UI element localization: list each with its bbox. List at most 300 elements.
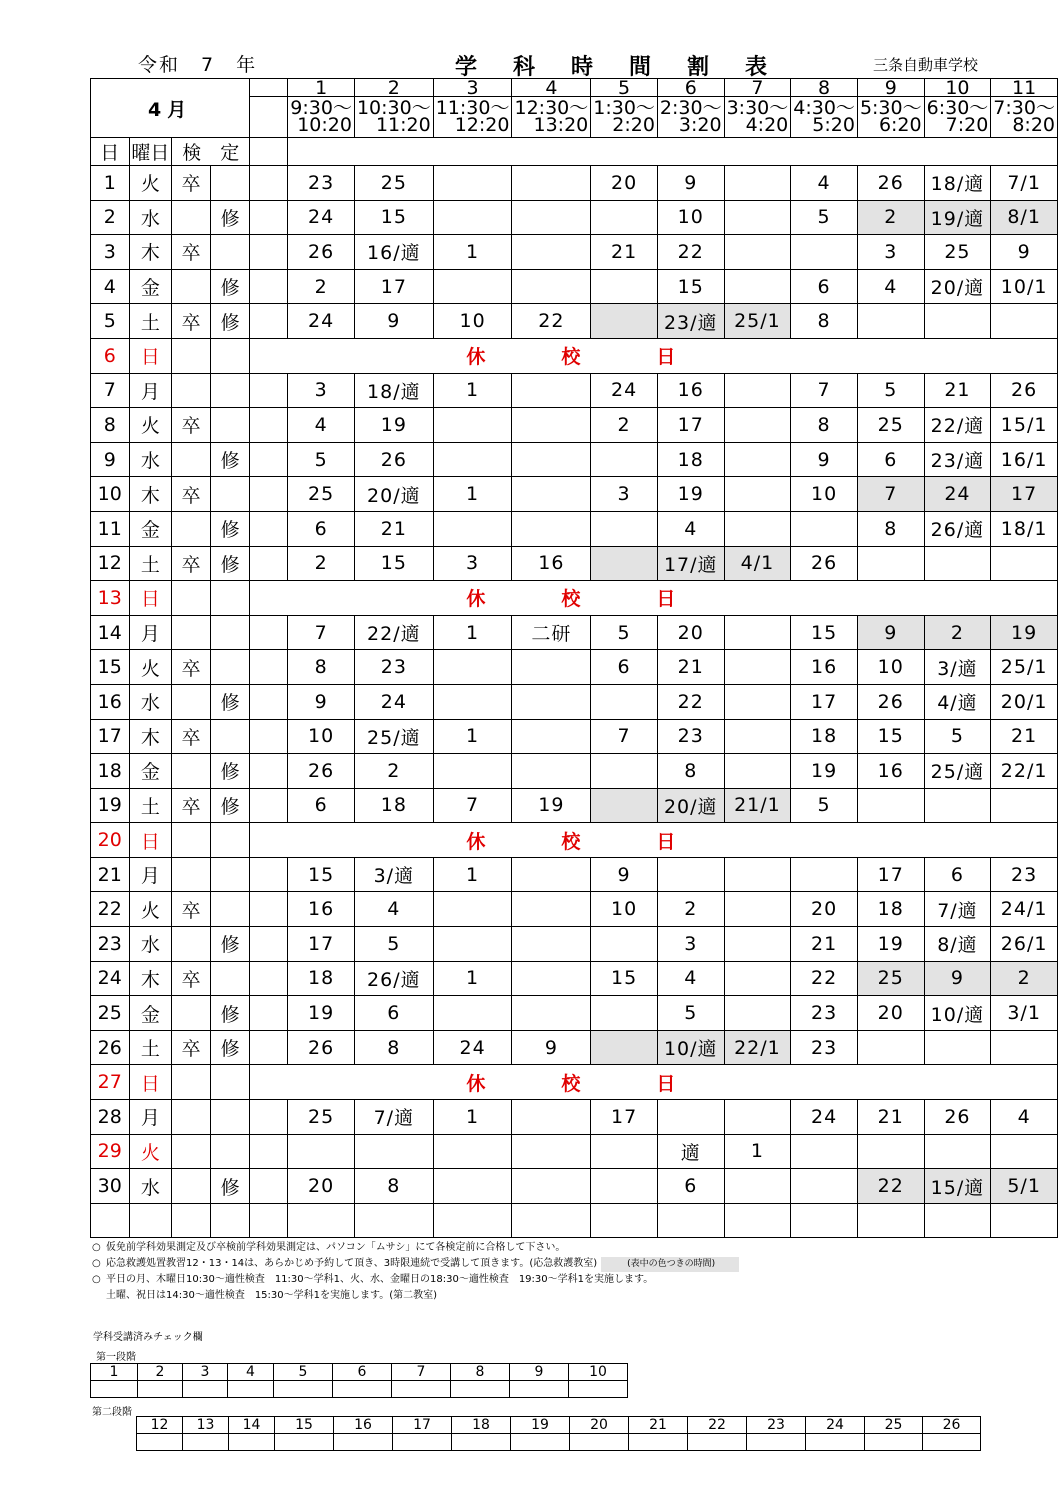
class-cell: 26: [288, 754, 355, 789]
class-cell: [791, 1134, 858, 1169]
shu-cell: [210, 408, 249, 443]
check-box[interactable]: [333, 1381, 392, 1398]
day-number: 25: [91, 996, 130, 1031]
class-cell: 24: [288, 304, 355, 339]
class-cell: 7: [791, 373, 858, 408]
class-cell: 3: [288, 373, 355, 408]
check-box[interactable]: [183, 1434, 229, 1451]
class-cell: 5/1: [991, 1169, 1058, 1204]
class-cell: [512, 166, 591, 201]
shu-cell: 修: [210, 442, 249, 477]
class-cell: 26: [857, 166, 924, 201]
class-cell: [288, 1134, 355, 1169]
weekday: 木: [129, 719, 172, 754]
weekday: [129, 1203, 172, 1238]
check-number: 3: [183, 1364, 228, 1381]
class-cell: 16: [288, 892, 355, 927]
holiday-char: 校: [561, 346, 581, 369]
class-cell: [991, 1134, 1058, 1169]
table-row: [91, 857, 1058, 892]
class-cell: 24: [924, 477, 991, 512]
check-box[interactable]: [183, 1381, 228, 1398]
class-cell: 20/1: [991, 684, 1058, 719]
sotsu-cell: 卒: [172, 788, 211, 823]
blank-cell: [250, 788, 288, 823]
weekday: 木: [129, 477, 172, 512]
class-cell: [354, 1134, 433, 1169]
class-cell: [512, 1134, 591, 1169]
check-number: 19: [511, 1417, 570, 1434]
class-cell: 1: [433, 1100, 512, 1135]
class-cell: 16/1: [991, 442, 1058, 477]
blank-cell: [250, 615, 288, 650]
period-start: 5:30～: [859, 97, 922, 119]
class-cell: 19: [512, 788, 591, 823]
class-cell: 20: [857, 996, 924, 1031]
day-number: 20: [91, 823, 130, 858]
check-box[interactable]: [747, 1434, 806, 1451]
blank-cell: [250, 269, 288, 304]
class-cell: 2: [857, 200, 924, 235]
class-cell: 3/適: [924, 650, 991, 685]
sotsu-cell: 卒: [172, 546, 211, 581]
period-end: 11:20: [375, 114, 431, 136]
sotsu-cell: 卒: [172, 235, 211, 270]
weekday: 土: [129, 304, 172, 339]
check-box[interactable]: [91, 1381, 138, 1398]
class-cell: [591, 269, 658, 304]
period-number: 2: [354, 79, 433, 97]
check-number: 13: [183, 1417, 229, 1434]
table-row: [91, 304, 1058, 339]
class-cell: 9: [857, 615, 924, 650]
class-cell: [724, 650, 791, 685]
sotsu-cell: [172, 1169, 211, 1204]
check-box[interactable]: [452, 1434, 511, 1451]
class-cell: [591, 684, 658, 719]
class-cell: 21/1: [724, 788, 791, 823]
blank-cell: [250, 408, 288, 443]
check-box[interactable]: [511, 1434, 570, 1451]
weekday: 土: [129, 1030, 172, 1065]
table-row: [91, 166, 1058, 201]
period-time: [354, 97, 433, 138]
class-cell: 4/適: [924, 684, 991, 719]
check-box[interactable]: [510, 1381, 569, 1398]
weekday: 水: [129, 200, 172, 235]
class-cell: [724, 1100, 791, 1135]
class-cell: [433, 408, 512, 443]
day-number: 9: [91, 442, 130, 477]
sotsu-cell: [172, 615, 211, 650]
period-time: [791, 97, 858, 138]
note-1: ○ 仮免前学科効果測定及び卒検前学科効果測定は、パソコン「ムサシ」にて各検定前に合格して下さい。: [92, 1242, 566, 1253]
class-cell: 22: [657, 235, 724, 270]
class-cell: [591, 927, 658, 962]
shu-cell: [210, 892, 249, 927]
class-cell: 5: [288, 442, 355, 477]
class-cell: [991, 788, 1058, 823]
period-end: 8:20: [1012, 114, 1055, 136]
period-end: 3:20: [678, 114, 722, 136]
class-cell: 20: [657, 615, 724, 650]
class-cell: 20/適: [354, 477, 433, 512]
sotsu-cell: [172, 200, 211, 235]
class-cell: 3/適: [354, 857, 433, 892]
class-cell: [512, 373, 591, 408]
class-cell: 26: [791, 546, 858, 581]
shu-cell: [210, 823, 249, 858]
class-cell: 4: [288, 408, 355, 443]
class-cell: 5: [857, 373, 924, 408]
check-number: 22: [688, 1417, 747, 1434]
class-cell: 10: [433, 304, 512, 339]
day-number: 19: [91, 788, 130, 823]
weekday: 金: [129, 269, 172, 304]
shu-cell: [210, 477, 249, 512]
table-row: [91, 442, 1058, 477]
day-number: 5: [91, 304, 130, 339]
class-cell: 25/適: [354, 719, 433, 754]
holiday-banner: [250, 1065, 1058, 1100]
holiday-char: 休: [466, 830, 486, 853]
class-cell: 26: [991, 373, 1058, 408]
class-cell: 18/適: [924, 166, 991, 201]
period-start: 3:30～: [726, 97, 789, 119]
class-cell: 19: [657, 477, 724, 512]
class-cell: 22/適: [354, 615, 433, 650]
class-cell: [724, 754, 791, 789]
table-row: [91, 650, 1058, 685]
class-cell: 1: [433, 373, 512, 408]
blank-cell: [250, 166, 288, 201]
blank-cell: [250, 200, 288, 235]
sotsu-cell: [172, 511, 211, 546]
blank-cell: [250, 1134, 288, 1169]
holiday-char: 校: [561, 588, 581, 611]
class-cell: [724, 269, 791, 304]
check-box[interactable]: [865, 1434, 923, 1451]
class-cell: 7: [591, 719, 658, 754]
class-cell: 1: [433, 961, 512, 996]
table-row: [91, 546, 1058, 581]
day-number: 28: [91, 1100, 130, 1135]
check-box[interactable]: [393, 1434, 452, 1451]
class-cell: 18/適: [354, 373, 433, 408]
class-cell: 24: [591, 373, 658, 408]
title-char: 学: [455, 55, 478, 80]
check-box[interactable]: [275, 1434, 334, 1451]
class-cell: 15: [288, 857, 355, 892]
class-cell: [724, 200, 791, 235]
period-start: 12:30～: [514, 97, 589, 119]
check-box[interactable]: [229, 1434, 275, 1451]
period-end: 13:20: [533, 114, 589, 136]
check-box[interactable]: [806, 1434, 865, 1451]
class-cell: 6: [924, 857, 991, 892]
class-cell: 2: [288, 546, 355, 581]
check-box[interactable]: [137, 1434, 183, 1451]
col-header-kentei: 検 定: [172, 138, 250, 166]
check-number: 18: [452, 1417, 511, 1434]
table-row: [91, 408, 1058, 443]
holiday-char: 校: [561, 1072, 581, 1095]
check-number: 26: [923, 1417, 981, 1434]
class-cell: [433, 511, 512, 546]
class-cell: 1: [433, 857, 512, 892]
class-cell: [512, 408, 591, 443]
class-cell: 3: [657, 927, 724, 962]
class-cell: [791, 1169, 858, 1204]
weekday: 土: [129, 546, 172, 581]
class-cell: 7: [857, 477, 924, 512]
class-cell: 7/適: [924, 892, 991, 927]
class-cell: [512, 650, 591, 685]
class-cell: [724, 166, 791, 201]
class-cell: 18: [657, 442, 724, 477]
sotsu-cell: 卒: [172, 304, 211, 339]
shu-cell: 修: [210, 754, 249, 789]
check-number: 6: [333, 1364, 392, 1381]
check-number: 25: [865, 1417, 923, 1434]
weekday: 水: [129, 684, 172, 719]
blank-cell: [250, 304, 288, 339]
class-cell: 22: [657, 684, 724, 719]
class-cell: [512, 961, 591, 996]
shu-cell: [210, 719, 249, 754]
class-cell: [591, 754, 658, 789]
class-cell: [433, 1134, 512, 1169]
note-3: ○ 平日の月、木曜日10:30～適性検査 11:30～学科1、火、水、金曜日の18:30～適性検査 19:30～学科1を実施します。: [92, 1274, 654, 1285]
blank-cell: [250, 442, 288, 477]
class-cell: 16: [657, 373, 724, 408]
class-cell: 4/1: [724, 546, 791, 581]
period-time: [657, 97, 724, 138]
shu-cell: 修: [210, 269, 249, 304]
class-cell: 23: [991, 857, 1058, 892]
class-cell: [512, 442, 591, 477]
check-box[interactable]: [228, 1381, 274, 1398]
class-cell: 17: [591, 1100, 658, 1135]
class-cell: [857, 1134, 924, 1169]
check-number: 2: [138, 1364, 183, 1381]
class-cell: [591, 304, 658, 339]
class-cell: 20/適: [657, 788, 724, 823]
class-cell: [924, 1030, 991, 1065]
class-cell: 17: [791, 684, 858, 719]
blank-cell: [250, 996, 288, 1031]
check-box[interactable]: [923, 1434, 981, 1451]
blank-cell: [250, 546, 288, 581]
check-number: 21: [629, 1417, 688, 1434]
weekday: 日: [129, 338, 172, 373]
sotsu-cell: 卒: [172, 892, 211, 927]
class-cell: 10: [657, 200, 724, 235]
holiday-char: 日: [656, 346, 676, 369]
sotsu-cell: 卒: [172, 650, 211, 685]
blank-cell: [250, 373, 288, 408]
table-row: [91, 615, 1058, 650]
class-cell: [433, 684, 512, 719]
class-cell: 5: [791, 788, 858, 823]
weekday: 水: [129, 442, 172, 477]
class-cell: [288, 1203, 355, 1238]
check-box[interactable]: [274, 1381, 333, 1398]
class-cell: 8/適: [924, 927, 991, 962]
class-cell: [433, 754, 512, 789]
day-number: 6: [91, 338, 130, 373]
class-cell: 24: [791, 1100, 858, 1135]
class-cell: 8: [288, 650, 355, 685]
class-cell: 2: [991, 961, 1058, 996]
period-time: [924, 97, 991, 138]
class-cell: 4: [991, 1100, 1058, 1135]
table-row: [91, 823, 1058, 858]
class-cell: 9: [791, 442, 858, 477]
class-cell: [512, 269, 591, 304]
class-cell: 25: [288, 477, 355, 512]
class-cell: [591, 511, 658, 546]
shu-cell: [210, 857, 249, 892]
class-cell: 24: [433, 1030, 512, 1065]
class-cell: [724, 892, 791, 927]
weekday: 金: [129, 511, 172, 546]
table-row: [91, 581, 1058, 616]
class-cell: [512, 719, 591, 754]
shade-key: (表中の色つきの時間): [601, 1257, 739, 1273]
class-cell: 26/適: [924, 511, 991, 546]
weekday: 日: [129, 581, 172, 616]
class-cell: 22: [512, 304, 591, 339]
class-cell: 2: [354, 754, 433, 789]
class-cell: [791, 1203, 858, 1238]
class-cell: 17: [857, 857, 924, 892]
class-cell: 6: [857, 442, 924, 477]
day-number: 2: [91, 200, 130, 235]
shu-cell: 修: [210, 546, 249, 581]
day-number: [91, 1203, 130, 1238]
check-box[interactable]: [629, 1434, 688, 1451]
blank-cell: [250, 684, 288, 719]
check-box[interactable]: [138, 1381, 183, 1398]
check-number: 8: [451, 1364, 510, 1381]
class-cell: 19/適: [924, 200, 991, 235]
period-time: [991, 97, 1058, 138]
class-cell: [724, 408, 791, 443]
shu-cell: [210, 1203, 249, 1238]
shu-cell: 修: [210, 1169, 249, 1204]
class-cell: [724, 996, 791, 1031]
class-cell: [924, 1134, 991, 1169]
class-cell: [433, 1169, 512, 1204]
class-cell: [433, 892, 512, 927]
class-cell: [591, 546, 658, 581]
holiday-char: 日: [656, 588, 676, 611]
class-cell: 8: [657, 754, 724, 789]
class-cell: 16: [512, 546, 591, 581]
class-cell: 15: [791, 615, 858, 650]
weekday: 水: [129, 927, 172, 962]
check-box[interactable]: [451, 1381, 510, 1398]
table-row: [91, 1134, 1058, 1169]
class-cell: 5: [791, 200, 858, 235]
shu-cell: 修: [210, 304, 249, 339]
holiday-banner: [250, 823, 1058, 858]
blank-cell: [250, 1203, 288, 1238]
class-cell: 26/適: [354, 961, 433, 996]
weekday: 月: [129, 373, 172, 408]
class-cell: [354, 1203, 433, 1238]
check-number: 24: [806, 1417, 865, 1434]
note-3b: 土曜、祝日は14:30～適性検査 15:30～学科1を実施します。(第二教室): [106, 1289, 438, 1301]
title-char: 時: [571, 55, 594, 80]
class-cell: [433, 1203, 512, 1238]
class-cell: 7: [288, 615, 355, 650]
class-cell: 21: [657, 650, 724, 685]
period-start: 2:30～: [659, 97, 722, 119]
weekday: 月: [129, 1100, 172, 1135]
class-cell: 7/1: [991, 166, 1058, 201]
class-cell: 25: [857, 961, 924, 996]
class-cell: 23: [354, 650, 433, 685]
check-box[interactable]: [570, 1434, 629, 1451]
class-cell: [512, 1203, 591, 1238]
title-char: 科: [513, 55, 536, 80]
sotsu-cell: [172, 581, 211, 616]
blank-cell: [250, 650, 288, 685]
class-cell: 26: [288, 1030, 355, 1065]
class-cell: [724, 927, 791, 962]
check-number: 17: [393, 1417, 452, 1434]
check-box[interactable]: [688, 1434, 747, 1451]
check-box[interactable]: [392, 1381, 451, 1398]
class-cell: 20: [591, 166, 658, 201]
school-name: 三条自動車学校: [872, 56, 978, 74]
class-cell: 9: [354, 304, 433, 339]
note-2: ○ 応急救護処置教習12・13・14は、あらかじめ予約して頂き、3時限連続で受講して頂きます。(応急救護教室) (表中の色つきの時間): [92, 1256, 739, 1273]
class-cell: 2: [924, 615, 991, 650]
class-cell: 適: [657, 1134, 724, 1169]
table-row: [91, 235, 1058, 270]
table-row: [91, 719, 1058, 754]
table-row: [91, 788, 1058, 823]
class-cell: [724, 857, 791, 892]
check-box[interactable]: [334, 1434, 393, 1451]
class-cell: 10/適: [657, 1030, 724, 1065]
sotsu-cell: [172, 1065, 211, 1100]
class-cell: [591, 1169, 658, 1204]
class-cell: [791, 857, 858, 892]
class-cell: 21: [791, 927, 858, 962]
class-cell: 4: [657, 511, 724, 546]
class-cell: [791, 235, 858, 270]
class-cell: [724, 1169, 791, 1204]
table-row: [91, 754, 1058, 789]
class-cell: 21: [924, 373, 991, 408]
sotsu-cell: [172, 927, 211, 962]
class-cell: 22: [857, 1169, 924, 1204]
sotsu-cell: 卒: [172, 719, 211, 754]
table-row: [91, 269, 1058, 304]
class-cell: [591, 442, 658, 477]
table-row: [91, 373, 1058, 408]
stage2-label: 第二段階: [92, 1407, 132, 1418]
check-box[interactable]: [569, 1381, 628, 1398]
weekday: 日: [129, 823, 172, 858]
period-number: 5: [591, 79, 658, 97]
sotsu-cell: [172, 996, 211, 1031]
day-number: 14: [91, 615, 130, 650]
